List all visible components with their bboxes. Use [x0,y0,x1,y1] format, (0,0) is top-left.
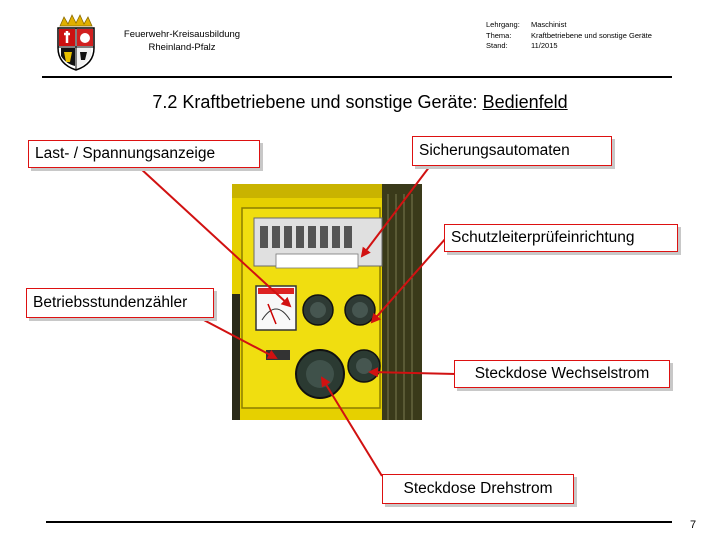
footer-divider [46,521,672,523]
organization-line: Feuerwehr-Kreisausbildung [123,29,241,40]
control-panel-photo [232,184,422,420]
meta-row [486,41,652,52]
label-earth-conductor-test: Schutzleiterprüfeinrichtung [444,224,678,252]
meta-key: Stand: [486,41,508,50]
meta-value: Maschinist [531,20,567,29]
page-title [0,92,720,113]
coat-of-arms-logo [52,14,100,72]
meta-key: Thema: [486,30,512,40]
label-circuit-breakers: Sicherungsautomaten [412,136,612,166]
label-hour-meter: Betriebsstundenzähler [26,288,214,318]
title-prefix: 7.2 Kraftbetriebene und sonstige Geräte: [152,92,483,112]
meta-key: Lehrgang: [486,20,520,29]
meta-value: 11/2015 [531,41,558,50]
meta-value: Kraftbetriebene und sonstige Geräte [531,30,652,40]
organization-name [112,28,252,54]
label-load-voltage-display: Last- / Spannungsanzeige [28,140,260,168]
label-ac-socket: Steckdose Wechselstrom [454,360,670,388]
meta-row [486,20,652,31]
title-underlined: Bedienfeld [482,92,568,112]
organization-line: Rheinland-Pfalz [148,42,216,53]
header-divider [42,76,672,78]
course-meta [486,20,652,52]
label-three-phase-socket: Steckdose Drehstrom [382,474,574,504]
meta-row [486,31,652,42]
page-number: 7 [690,519,697,531]
